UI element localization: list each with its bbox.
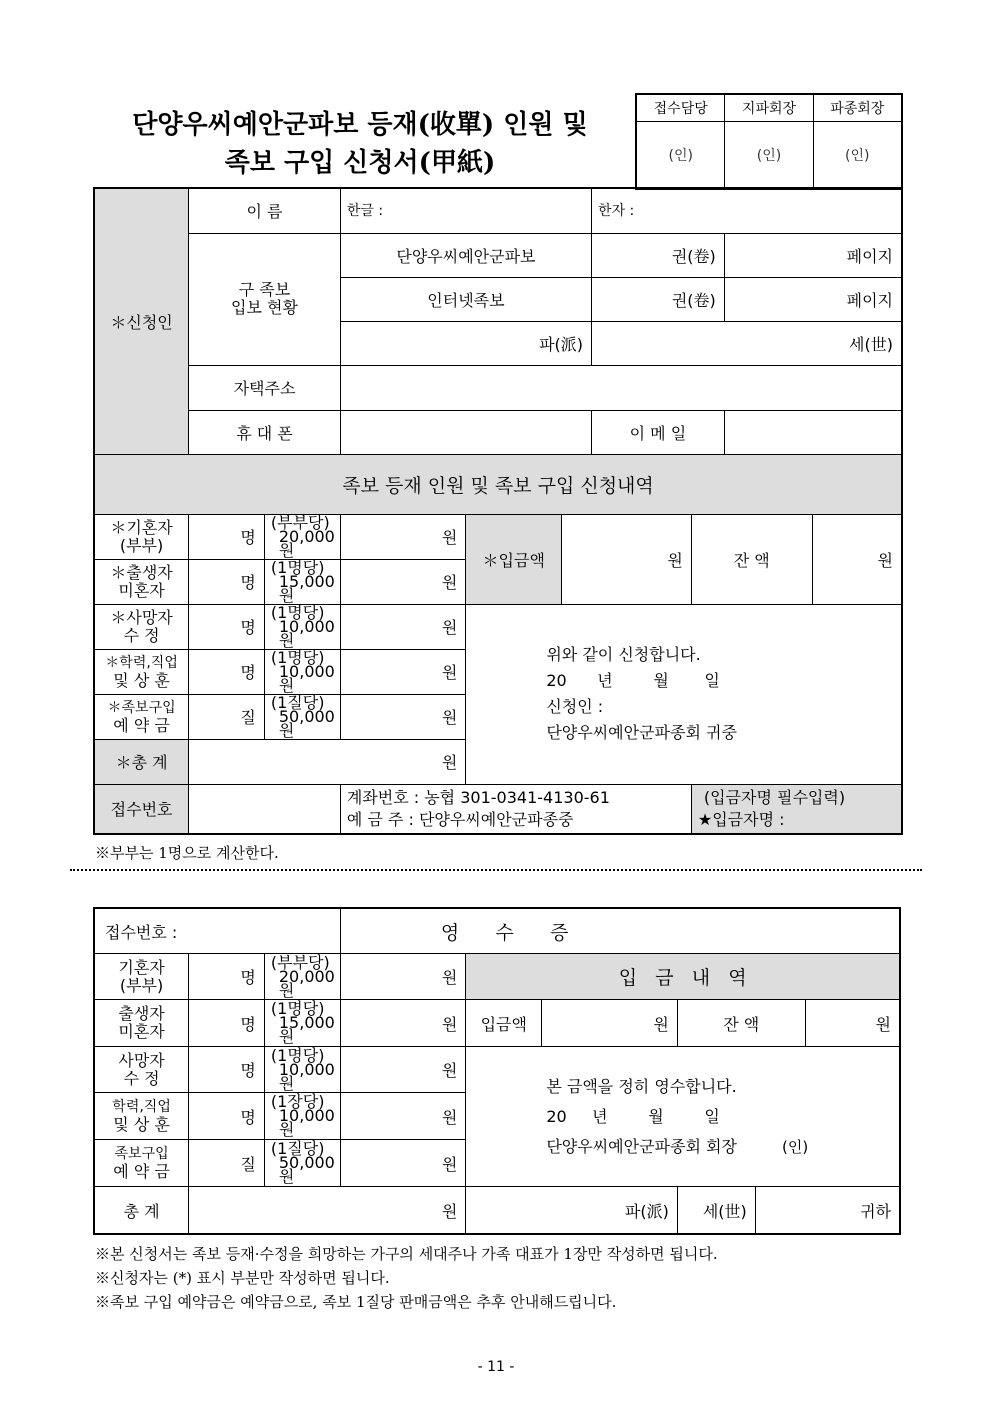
receipt-total-label: 총 계 [94, 1187, 189, 1234]
receipt-item-line1: 사망자 [118, 1050, 165, 1070]
receipt-item-amount[interactable]: 원 [340, 954, 466, 1000]
book2-name: 인터넷족보 [340, 277, 591, 321]
cut-line [70, 869, 922, 871]
receipt-item-line2: 및 상 훈 [113, 1115, 170, 1135]
application-statement [466, 604, 902, 784]
account-number: 계좌번호 : 농협 301-0341-4130-61 [346, 787, 610, 807]
pa-field[interactable]: 파(派) [340, 321, 591, 365]
item-count[interactable]: 명 [189, 604, 265, 649]
receipt-price-unit: (1명당) [270, 999, 325, 1019]
application-form [93, 187, 903, 835]
item-amount[interactable]: 원 [340, 514, 466, 559]
hangul-name-field[interactable]: 한글 : [340, 188, 591, 233]
statement-recipient: 단양우씨예안군파종회 귀중 [546, 723, 737, 742]
item-price [264, 514, 340, 559]
receipt-item-price [264, 1047, 340, 1093]
item-price-unit: (1명당) [270, 602, 325, 622]
receipt-item-line1: 기혼자 [118, 957, 165, 977]
item-label-line1: ＊출생자 [110, 562, 173, 582]
total-label: ＊총 계 [94, 739, 189, 784]
item-label [94, 559, 189, 604]
statement-date[interactable]: 20 년 월 일 [546, 671, 720, 690]
receipt-item-label [94, 1140, 189, 1187]
item-price [264, 559, 340, 604]
footnote: ※족보 구입 예약금은 예약금으로, 족보 1질당 판매금액은 추후 안내해드립니다. [95, 1293, 617, 1311]
receipt-deposit-field[interactable]: 원 [542, 1000, 678, 1047]
receipt-item-line2: (부부) [119, 975, 164, 995]
item-amount[interactable]: 원 [340, 649, 466, 694]
depositor-required: (입금자명 필수입력) [703, 787, 846, 807]
receipt-title-text: 영 수 증 [440, 921, 569, 944]
item-amount[interactable]: 원 [340, 604, 466, 649]
old-genealogy-label [189, 233, 341, 365]
deposit-history-title: 입 금 내 역 [466, 954, 900, 1000]
receipt-item-line1: 족보구입 [114, 1146, 169, 1163]
item-price [264, 604, 340, 649]
hanja-name-field[interactable]: 한자 : [592, 188, 902, 233]
address-label: 자택주소 [189, 365, 341, 410]
item-label-line1: ＊학력,직업 [105, 654, 178, 671]
item-label-line2: 미혼자 [118, 580, 165, 600]
footnote: ※신청자는 (*) 표시 부분만 작성하면 됩니다. [95, 1269, 390, 1287]
receipt-item-count[interactable]: 질 [189, 1140, 265, 1187]
depositor-box[interactable] [691, 784, 902, 834]
receipt-title [340, 908, 900, 954]
item-amount[interactable]: 원 [340, 559, 466, 604]
receipt-item-price [264, 1140, 340, 1187]
item-label-line2: 수 정 [123, 625, 160, 645]
confirm-seal[interactable]: (인) [782, 1137, 809, 1156]
receipt-number[interactable]: 접수번호 : [94, 908, 340, 954]
item-price-unit: (1명당) [270, 647, 325, 667]
receipt-confirmation [466, 1047, 900, 1187]
receipt-price-unit: (1장당) [270, 1092, 325, 1112]
item-label-line1: ＊족보구입 [107, 699, 176, 716]
receipt-price-amount: 20,000원 [278, 966, 335, 1000]
receipt-item-amount[interactable]: 원 [340, 1000, 466, 1047]
book2-volume[interactable]: 권(卷) [592, 277, 725, 321]
confirm-date[interactable]: 20 년 월 일 [546, 1106, 720, 1126]
receipt-item-line1: 출생자 [118, 1004, 165, 1024]
receipt-item-price [264, 954, 340, 1000]
receipt-price-unit: (1명당) [270, 1045, 325, 1065]
receipt-balance-field[interactable]: 원 [805, 1000, 900, 1047]
confirm-signer-name: 단양우씨예안군파종회 회장 [546, 1136, 737, 1156]
receipt-item-label [94, 1093, 189, 1140]
receipt-item-line2: 예 약 금 [113, 1162, 170, 1182]
receipt-item-line2: 미혼자 [118, 1022, 165, 1042]
approval-header: 접수담당 [636, 94, 725, 122]
receipt-price-amount: 10,000원 [278, 1059, 335, 1093]
receipt-item-count[interactable]: 명 [189, 954, 265, 1000]
receipt-item-count[interactable]: 명 [189, 1000, 265, 1047]
address-field[interactable] [340, 365, 902, 410]
item-label [94, 694, 189, 739]
old-label-line1: 구 족보 [238, 280, 291, 299]
confirm-line1: 본 금액을 정히 영수합니다. [546, 1076, 737, 1096]
item-price-unit: (1명당) [270, 557, 325, 577]
email-field[interactable] [724, 410, 902, 454]
form-title [100, 106, 620, 182]
balance-field[interactable]: 원 [812, 514, 902, 604]
account-info [340, 784, 691, 834]
receipt-item-count[interactable]: 명 [189, 1093, 265, 1140]
receipt-item-amount[interactable]: 원 [340, 1047, 466, 1093]
depositor-label: ★입금자명 : [697, 809, 785, 829]
couple-note: ※부부는 1명으로 계산한다. [95, 844, 279, 862]
section-title: 족보 등재 인원 및 족보 구입 신청내역 [94, 454, 902, 514]
item-count[interactable]: 명 [189, 649, 265, 694]
receipt-item-line1: 학력,직업 [112, 1099, 171, 1116]
item-price-amount: 10,000원 [278, 616, 335, 650]
phone-label: 휴 대 폰 [189, 410, 341, 454]
receipt-se-field[interactable]: 세(世) [677, 1187, 755, 1234]
receipt-total-amount[interactable]: 원 [189, 1187, 466, 1234]
footnote: ※본 신청서는 족보 등재·수정을 희망하는 가구의 세대주나 가족 대표가 1장만 작성하면 됩니다. [95, 1245, 718, 1263]
item-label [94, 514, 189, 559]
receipt-price-unit: (부부당) [270, 952, 330, 972]
page-number: - 11 - [477, 1359, 515, 1375]
total-amount[interactable]: 원 [189, 739, 466, 784]
receipt-deposit-label: 입금액 [466, 1000, 542, 1047]
deposit-label: ＊입금액 [466, 514, 562, 604]
receipt-pa-field[interactable]: 파(派) [466, 1187, 678, 1234]
receipt-number-label: 접수번호 [94, 784, 189, 834]
book1-page[interactable]: 페이지 [724, 233, 902, 277]
receipt-balance-label: 잔 액 [677, 1000, 805, 1047]
deposit-field[interactable]: 원 [562, 514, 692, 604]
item-label [94, 649, 189, 694]
receipt-price-amount: 15,000원 [278, 1013, 335, 1047]
receipt-item-line2: 수 정 [123, 1068, 160, 1088]
receipt-item-price [264, 1000, 340, 1047]
applicant-label: ＊신청인 [94, 188, 189, 454]
book2-page[interactable]: 페이지 [724, 277, 902, 321]
statement-line1: 위와 같이 신청합니다. [546, 645, 701, 664]
item-price-amount: 15,000원 [278, 571, 335, 605]
receipt-item-label [94, 1047, 189, 1093]
receipt-item-amount[interactable]: 원 [340, 1093, 466, 1140]
receipt-item-label [94, 1000, 189, 1047]
receipt-form [93, 907, 901, 1235]
item-price-unit: (1질당) [270, 692, 325, 712]
item-price-unit: (부부당) [270, 512, 330, 532]
item-label-line2: 예 약 금 [113, 715, 170, 735]
item-amount[interactable]: 원 [340, 694, 466, 739]
balance-label: 잔 액 [691, 514, 812, 604]
receipt-price-amount: 10,000원 [278, 1106, 335, 1140]
footnotes [95, 1242, 718, 1314]
item-label-line2: 및 상 훈 [113, 670, 170, 690]
account-holder: 예 금 주 : 단양우씨예안군파종중 [346, 809, 574, 829]
title-line-1: 단양우씨예안군파보 등재(收單) 인원 및 [132, 110, 588, 140]
name-label: 이 름 [189, 188, 341, 233]
approval-header: 지파회장 [725, 94, 813, 122]
book1-name: 단양우씨예안군파보 [340, 233, 591, 277]
receipt-number-field[interactable] [189, 784, 341, 834]
book1-volume[interactable]: 권(卷) [592, 233, 725, 277]
item-label-line1: ＊기혼자 [110, 517, 173, 537]
approval-box [635, 93, 903, 190]
receipt-item-label [94, 954, 189, 1000]
item-price-amount: 10,000원 [278, 661, 335, 695]
receipt-item-count[interactable]: 명 [189, 1047, 265, 1093]
approval-header: 파종회장 [813, 94, 902, 122]
email-label: 이 메 일 [592, 410, 725, 454]
item-label-line1: ＊사망자 [110, 607, 173, 627]
confirm-signer [546, 1132, 899, 1162]
approval-seal[interactable]: (인) [813, 122, 902, 190]
item-label [94, 604, 189, 649]
item-count[interactable]: 명 [189, 514, 265, 559]
item-count[interactable]: 명 [189, 559, 265, 604]
approval-seal[interactable]: (인) [636, 122, 725, 190]
approval-seal[interactable]: (인) [725, 122, 813, 190]
item-count[interactable]: 질 [189, 694, 265, 739]
item-price-amount: 20,000원 [278, 526, 335, 560]
receipt-item-price [264, 1093, 340, 1140]
old-label-line2: 입보 현황 [231, 298, 298, 317]
title-line-2: 족보 구입 신청서(甲紙) [224, 148, 496, 178]
statement-applicant[interactable]: 신청인 : [546, 697, 604, 716]
item-price-amount: 50,000원 [278, 706, 335, 740]
receipt-honorific[interactable]: 귀하 [755, 1187, 900, 1234]
item-price [264, 694, 340, 739]
phone-field[interactable] [340, 410, 591, 454]
receipt-item-amount[interactable]: 원 [340, 1140, 466, 1187]
item-label-line2: (부부) [119, 535, 164, 555]
item-price [264, 649, 340, 694]
receipt-price-amount: 50,000원 [278, 1153, 335, 1187]
receipt-price-unit: (1질당) [270, 1139, 325, 1159]
se-field[interactable]: 세(世) [592, 321, 902, 365]
